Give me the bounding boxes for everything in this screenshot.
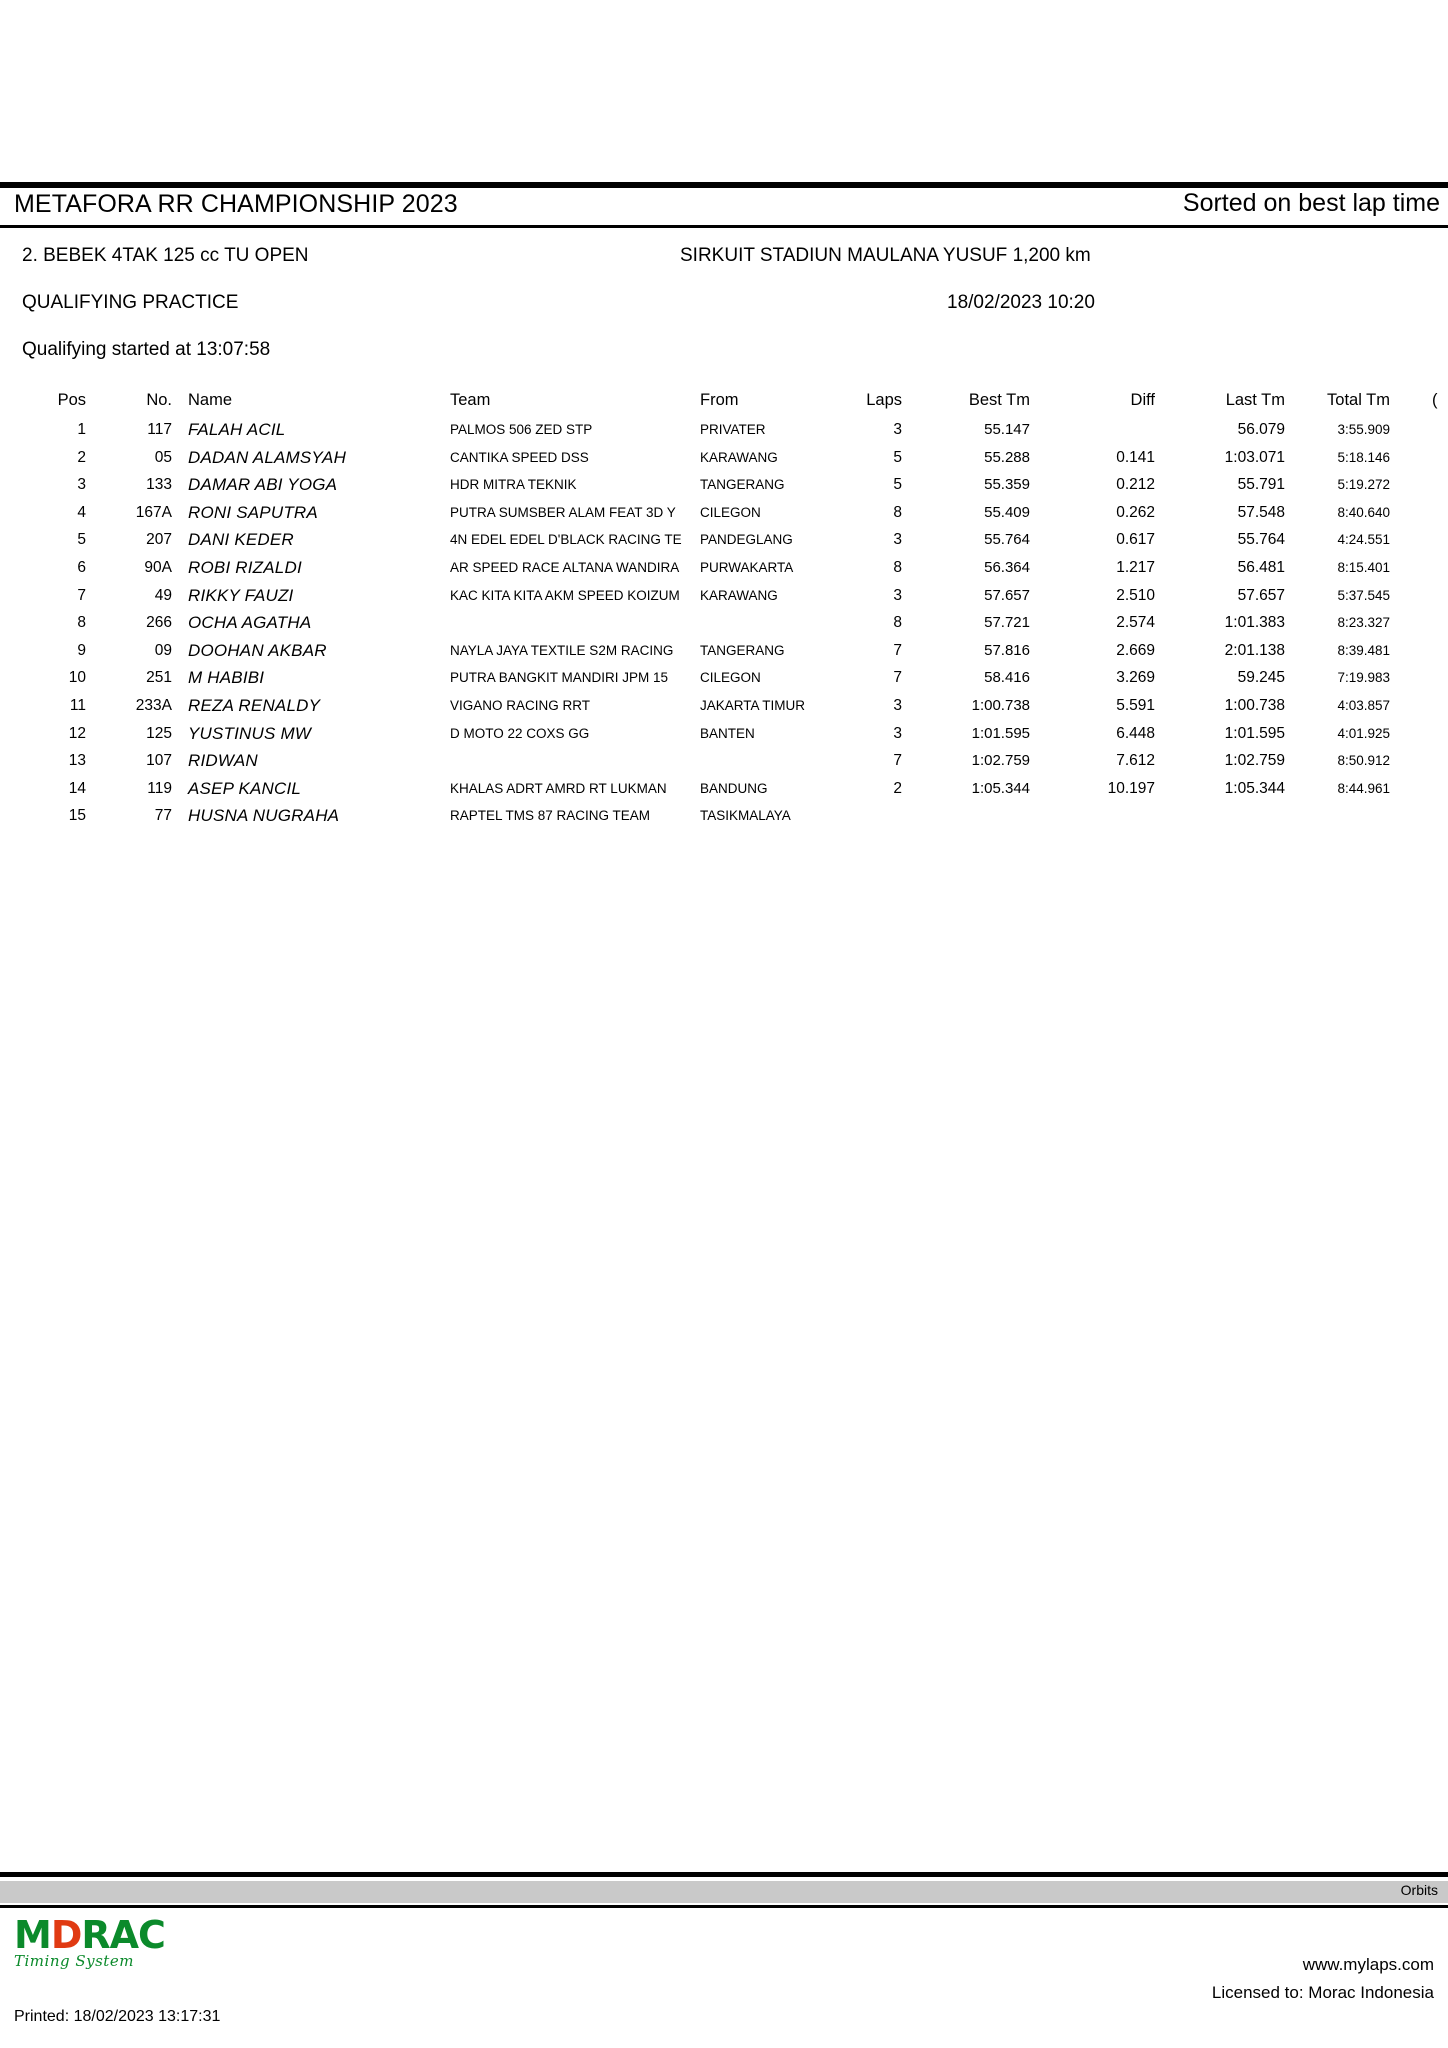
cell-diff: 0.262 [1116, 503, 1155, 521]
table-row [0, 806, 1448, 834]
cell-team: AR SPEED RACE ALTANA WANDIRA [450, 559, 680, 575]
cell-best-time: 55.409 [984, 503, 1030, 521]
cell-from: TANGERANG [700, 642, 785, 658]
cell-best-time: 55.288 [984, 448, 1030, 466]
footer-bottom-rule [0, 1905, 1448, 1908]
cell-laps: 7 [893, 641, 902, 659]
cell-total-time: 8:50.912 [1337, 753, 1390, 769]
col-header-extra: ( [1432, 391, 1438, 409]
cell-from: JAKARTA TIMUR [700, 697, 806, 713]
session-datetime: 18/02/2023 10:20 [947, 292, 1095, 313]
logo-letter-d: D [50, 1913, 82, 1957]
cell-pos: 12 [68, 724, 86, 742]
results-table [0, 390, 1448, 834]
cell-last-time: 1:02.759 [1224, 752, 1285, 770]
header-top-rule [0, 182, 1448, 188]
col-header-name: Name [188, 391, 233, 409]
cell-from: BANTEN [700, 725, 755, 741]
mylaps-url[interactable]: www.mylaps.com [1302, 1955, 1434, 1974]
cell-pos: 8 [77, 614, 86, 632]
cell-no: 09 [154, 641, 172, 659]
cell-last-time: 2:01.138 [1224, 641, 1285, 659]
cell-best-time: 55.147 [984, 421, 1030, 438]
cell-pos: 13 [68, 752, 86, 770]
cell-diff: 2.574 [1116, 614, 1155, 632]
cell-best-time: 55.764 [984, 531, 1030, 549]
cell-team: NAYLA JAYA TEXTILE S2M RACING [450, 642, 674, 658]
orbits-label: Orbits [1400, 1882, 1438, 1898]
cell-best-time: 1:00.738 [971, 696, 1030, 714]
cell-best-time: 55.359 [984, 476, 1030, 494]
cell-no: 207 [146, 531, 172, 549]
cell-no: 05 [154, 448, 172, 466]
table-row [0, 530, 1448, 558]
cell-name: RONI SAPUTRA [188, 502, 318, 522]
cell-diff: 2.510 [1116, 586, 1155, 604]
printed-timestamp: Printed: 18/02/2023 13:17:31 [14, 2008, 221, 2025]
col-header-no: No. [146, 391, 172, 409]
cell-laps: 7 [893, 669, 902, 687]
header-bottom-rule [0, 225, 1448, 228]
cell-laps: 3 [893, 724, 902, 742]
logo-tagline: Timing System [14, 1952, 134, 1970]
cell-total-time: 4:01.925 [1337, 725, 1390, 741]
cell-from: KARAWANG [700, 449, 778, 465]
cell-last-time: 55.764 [1237, 531, 1285, 549]
cell-total-time: 8:15.401 [1337, 559, 1390, 575]
cell-total-time: 4:03.857 [1337, 697, 1390, 713]
cell-from: CILEGON [700, 504, 761, 520]
cell-diff: 0.617 [1116, 531, 1155, 549]
cell-from: BANDUNG [700, 780, 768, 796]
cell-name: OCHA AGATHA [188, 613, 312, 633]
footer-top-rule [0, 1872, 1448, 1877]
cell-total-time: 8:23.327 [1337, 615, 1390, 631]
cell-last-time: 1:03.071 [1224, 448, 1285, 466]
cell-diff: 0.212 [1116, 476, 1155, 494]
cell-laps: 3 [893, 531, 902, 549]
table-row [0, 696, 1448, 724]
cell-pos: 3 [77, 476, 86, 494]
cell-last-time: 56.481 [1237, 558, 1285, 576]
cell-total-time: 7:19.983 [1337, 670, 1390, 686]
cell-diff: 2.669 [1116, 641, 1155, 659]
cell-pos: 11 [69, 696, 86, 714]
logo-wordmark [14, 1915, 184, 1955]
cell-pos: 15 [68, 807, 86, 825]
cell-team: CANTIKA SPEED DSS [450, 449, 589, 465]
cell-name: FALAH ACIL [188, 420, 286, 439]
cell-total-time: 8:40.640 [1337, 504, 1390, 520]
cell-best-time: 56.364 [984, 558, 1030, 576]
table-row [0, 503, 1448, 531]
cell-name: HUSNA NUGRAHA [188, 806, 340, 826]
cell-pos: 7 [77, 586, 86, 604]
circuit-name: SIRKUIT STADIUN MAULANA YUSUF 1,200 km [680, 245, 1091, 266]
cell-team: PUTRA BANGKIT MANDIRI JPM 15 [450, 670, 669, 686]
cell-no: 233A [135, 696, 172, 714]
cell-diff: 5.591 [1116, 696, 1155, 714]
session-name: QUALIFYING PRACTICE [22, 292, 239, 313]
table-row [0, 613, 1448, 641]
cell-name: DAMAR ABI YOGA [188, 475, 338, 495]
cell-best-time: 58.416 [984, 669, 1030, 687]
cell-team: RAPTEL TMS 87 RACING TEAM [450, 808, 651, 824]
table-row [0, 558, 1448, 586]
table-row [0, 779, 1448, 807]
table-row [0, 751, 1448, 779]
morac-logo [14, 1915, 184, 1970]
cell-best-time: 57.657 [984, 586, 1030, 604]
table-row [0, 641, 1448, 669]
cell-total-time: 5:37.545 [1337, 587, 1390, 603]
cell-last-time: 1:01.383 [1224, 614, 1285, 632]
cell-laps: 7 [893, 752, 902, 770]
cell-no: 167A [135, 503, 172, 521]
cell-laps: 2 [893, 779, 902, 797]
cell-team: KAC KITA KITA AKM SPEED KOIZUM [450, 587, 680, 603]
table-row [0, 475, 1448, 503]
cell-pos: 6 [77, 558, 86, 576]
cell-name: DANI KEDER [188, 530, 294, 550]
cell-total-time: 8:44.961 [1337, 780, 1390, 796]
cell-from: TANGERANG [700, 477, 785, 493]
col-header-diff: Diff [1130, 391, 1155, 409]
class-name: 2. BEBEK 4TAK 125 cc TU OPEN [22, 245, 309, 266]
cell-name: M HABIBI [188, 668, 265, 688]
cell-no: 125 [146, 724, 172, 742]
cell-diff: 3.269 [1116, 669, 1155, 687]
logo-letters-rac: RAC [81, 1913, 165, 1957]
table-header-row [0, 390, 1448, 420]
cell-total-time: 8:39.481 [1337, 642, 1390, 658]
cell-no: 119 [147, 779, 172, 797]
cell-pos: 10 [68, 669, 86, 687]
session-start-time: Qualifying started at 13:07:58 [22, 339, 271, 360]
cell-best-time: 57.816 [984, 641, 1030, 659]
table-row [0, 448, 1448, 476]
cell-pos: 9 [77, 641, 86, 659]
cell-diff: 0.141 [1116, 448, 1155, 466]
cell-diff: 6.448 [1116, 724, 1155, 742]
cell-no: 77 [154, 807, 172, 825]
cell-from: PRIVATER [700, 422, 766, 437]
col-header-best: Best Tm [968, 391, 1030, 409]
cell-name: REZA RENALDY [188, 695, 321, 715]
logo-letter-m: M [14, 1913, 51, 1957]
cell-last-time: 1:00.738 [1224, 696, 1285, 714]
cell-no: 133 [146, 476, 172, 494]
cell-no: 90A [144, 558, 172, 576]
cell-pos: 1 [77, 421, 86, 438]
cell-laps: 3 [893, 421, 902, 438]
cell-team: 4N EDEL EDEL D'BLACK RACING TE [450, 532, 682, 548]
cell-pos: 2 [77, 448, 86, 466]
col-header-pos: Pos [57, 391, 86, 409]
cell-total-time: 5:18.146 [1337, 449, 1390, 465]
cell-laps: 3 [893, 586, 902, 604]
cell-team: D MOTO 22 COXS GG [450, 725, 590, 741]
cell-name: RIKKY FAUZI [188, 585, 294, 605]
cell-no: 266 [146, 614, 172, 632]
cell-last-time: 59.245 [1237, 669, 1285, 687]
cell-last-time: 1:05.344 [1224, 779, 1285, 797]
cell-name: RIDWAN [188, 751, 258, 771]
cell-from: PANDEGLANG [700, 532, 793, 548]
sort-label: Sorted on best lap time [1182, 189, 1440, 217]
table-row [0, 420, 1448, 448]
cell-laps: 5 [893, 448, 902, 466]
cell-last-time: 56.079 [1237, 421, 1285, 438]
cell-team: HDR MITRA TEKNIK [450, 477, 577, 493]
cell-laps: 8 [893, 503, 902, 521]
cell-pos: 14 [68, 779, 86, 797]
cell-best-time: 1:05.344 [971, 779, 1030, 797]
cell-team: KHALAS ADRT AMRD RT LUKMAN [450, 780, 667, 796]
license-text: Licensed to: Morac Indonesia [1211, 1983, 1434, 2002]
cell-best-time: 1:01.595 [971, 724, 1030, 742]
cell-team: PALMOS 506 ZED STP [450, 422, 593, 437]
col-header-total: Total Tm [1327, 391, 1390, 409]
cell-name: ROBI RIZALDI [188, 557, 302, 577]
cell-pos: 4 [77, 503, 86, 521]
footer-gray-band [0, 1881, 1448, 1903]
cell-diff: 7.612 [1116, 752, 1155, 770]
cell-laps: 8 [893, 614, 902, 632]
cell-no: 251 [146, 669, 172, 687]
cell-total-time: 3:55.909 [1337, 422, 1390, 437]
cell-name: YUSTINUS MW [188, 723, 312, 743]
cell-team: VIGANO RACING RRT [450, 697, 591, 713]
cell-no: 107 [146, 752, 172, 770]
event-title: METAFORA RR CHAMPIONSHIP 2023 [14, 190, 458, 218]
cell-laps: 3 [893, 696, 902, 714]
col-header-last: Last Tm [1225, 391, 1285, 409]
col-header-team: Team [450, 391, 491, 409]
cell-from: CILEGON [700, 670, 761, 686]
cell-best-time: 57.721 [984, 614, 1030, 632]
table-row [0, 724, 1448, 752]
cell-last-time: 55.791 [1237, 476, 1285, 494]
cell-from: TASIKMALAYA [700, 808, 791, 824]
col-header-laps: Laps [866, 391, 902, 409]
cell-best-time: 1:02.759 [971, 752, 1030, 770]
col-header-from: From [700, 391, 739, 409]
cell-total-time: 5:19.272 [1337, 477, 1390, 493]
cell-last-time: 1:01.595 [1224, 724, 1285, 742]
table-row [0, 586, 1448, 614]
cell-team: PUTRA SUMSBER ALAM FEAT 3D Y [450, 504, 676, 520]
table-row [0, 668, 1448, 696]
cell-laps: 8 [893, 558, 902, 576]
cell-from: PURWAKARTA [700, 559, 794, 575]
cell-diff: 1.217 [1116, 558, 1155, 576]
cell-last-time: 57.657 [1237, 586, 1285, 604]
cell-from: KARAWANG [700, 587, 778, 603]
cell-pos: 5 [77, 531, 86, 549]
cell-last-time: 57.548 [1237, 503, 1285, 521]
cell-name: ASEP KANCIL [188, 778, 302, 798]
cell-name: DADAN ALAMSYAH [188, 447, 347, 467]
cell-total-time: 4:24.551 [1337, 532, 1390, 548]
cell-name: DOOHAN AKBAR [188, 640, 327, 660]
cell-diff: 10.197 [1107, 779, 1155, 797]
cell-laps: 5 [893, 476, 902, 494]
cell-no: 49 [154, 586, 172, 604]
cell-no: 117 [147, 421, 172, 438]
